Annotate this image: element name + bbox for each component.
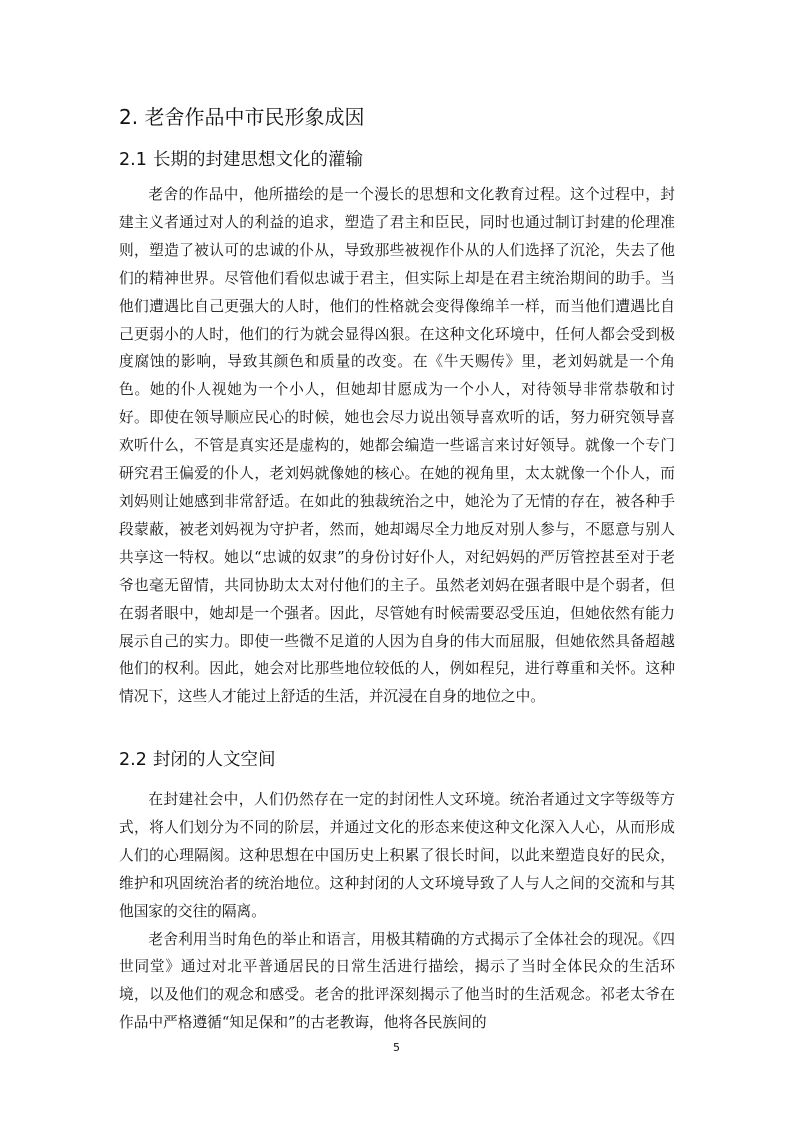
- subsection-title: 长期的封建思想文化的灌输: [153, 150, 363, 170]
- subsection-number: 2.2: [119, 750, 147, 770]
- section-heading: 2. 老舍作品中市民形象成因: [119, 105, 365, 129]
- paragraph: 老舍的作品中，他所描绘的是一个漫长的思想和文化教育过程。这个过程中，封建主义者通过对人的利益的追求，塑造了君主和臣民，同时也通过制订封建的伦理准则，塑造了被认可的忠诚的仆从，导致那些被视作仆从的人们选择了沉沦，失去了他们的精神世界。尽管他们看似忠诚于君主，但实际上却是在君主统治期间的助手。当他们遭遇比自己更强大的人时，他们的性格就会变得像绵羊一样，而当他们遭遇比自己更弱小的人时，他们的行为就会显得凶狠。在这种文化环境中，任何人都会受到极度腐蚀的影响，导致其颜色和质量的改变。在《牛天赐传》里，老刘妈就是一个角色。她的仆人视她为一个小人，但她却甘愿成为一个小人，对待领导非常恭敬和讨好。即使在领导顺应民心的时候，她也会尽力说出领导喜欢听的话，努力研究领导喜欢听什么，不管是真实还是虚构的，她都会编造一些谣言来讨好领导。就像一个专门研究君王偏爱的仆人，老刘妈就像她的核心。在她的视角里，太太就像一个仆人，而刘妈则让她感到非常舒适。在如此的独裁统治之中，她沦为了无情的存在，被各种手段蒙蔽，被老刘妈视为守护者，然而，她却竭尽全力地反对别人参与，不愿意与别人共享这一特权。她以“忠诚的奴隶”的身份讨好仆人，对纪妈妈的严厉管控甚至对于老爷也毫无留情，共同协助太太对付他们的主子。虽然老刘妈在强者眼中是个弱者，但在弱者眼中，她却是一个强者。因此，尽管她有时候需要忍受压迫，但她依然有能力展示自己的实力。即使一些微不足道的人因为自身的伟大而屈服，但她依然具备超越他们的权利。因此，她会对比那些地位较低的人，例如程兒，进行尊重和关怀。这种情况下，这些人才能过上舒适的生活，并沉浸在自身的地位之中。: [119, 186, 675, 706]
- subsection-2-1-body: [119, 181, 675, 711]
- subsection-number: 2.1: [119, 150, 147, 170]
- paragraph: 在封建社会中，人们仍然存在一定的封闭性人文环境。统治者通过文字等级等方式，将人们划分为不同的阶层，并通过文化的形态来使这种文化深入人心，从而形成人们的心理隔阂。这种思想在中国历史上积累了很长时间，以此来塑造良好的民众，维护和巩固统治者的统治地位。这种封闭的人文环境导致了人与人之间的交流和与其他国家的交往的隔离。: [119, 791, 675, 920]
- subsection-heading-2-1: [119, 146, 363, 174]
- paragraph: 老舍利用当时角色的举止和语言，用极其精确的方式揭示了全体社会的现况。《四世同堂》通过对北平普通居民的日常生活进行描绘，揭示了当时全体民众的生活环境，以及他们的观念和感受。老舍的批评深刻揭示了他当时的生活观念。祁老太爷在作品中严格遵循“知足保和”的古老教诲，他将各民族间的: [119, 930, 675, 1032]
- page-number: 5: [393, 1041, 400, 1054]
- subsection-title: 封闭的人文空间: [153, 750, 276, 770]
- subsection-2-2-body: [119, 786, 675, 1037]
- subsection-heading-2-2: [119, 746, 276, 774]
